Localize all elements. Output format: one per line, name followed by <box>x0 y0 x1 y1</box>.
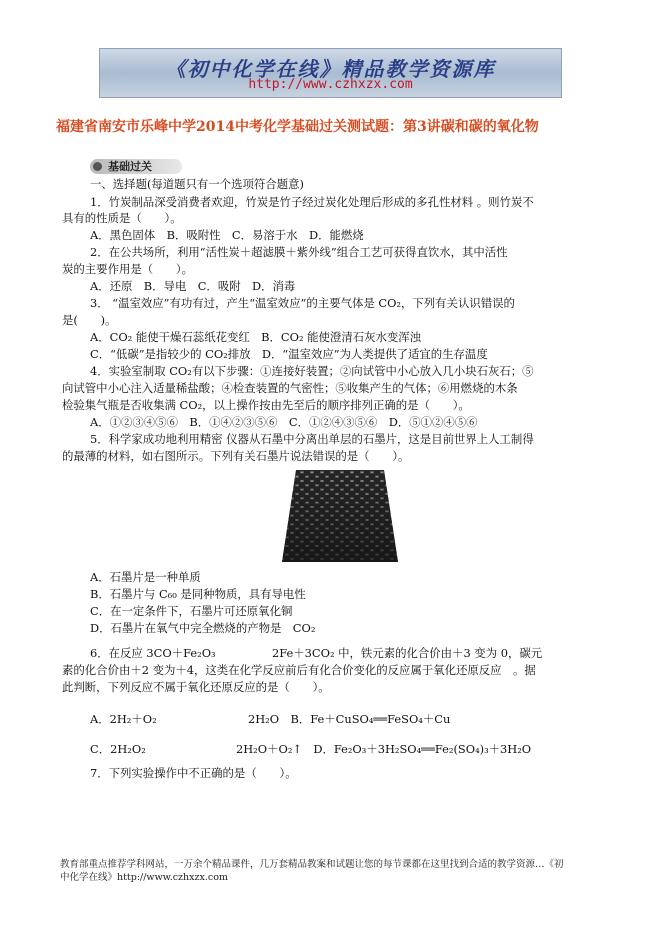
bullet-icon <box>93 162 102 171</box>
question-2-text-cont: 炭的主要作用是（ ）。 <box>62 262 193 276</box>
header-banner <box>99 48 562 98</box>
section-heading: 一、选择题(每道题只有一个选项符合题意) <box>90 177 304 191</box>
question-1-text-cont: 具有的性质是（ ）。 <box>62 211 182 225</box>
question-1-text: 1．竹炭制品深受消费者欢迎，竹炭是竹子经过炭化处理后形成的多孔性材料 。则竹炭不 <box>90 195 534 209</box>
question-2-options: A．还原 B．导电 C．吸附 D．消毒 <box>90 279 296 293</box>
question-4-text-cont2: 检验集气瓶是否收集满 CO₂，以上操作按由先至后的顺序排列正确的是（ ）。 <box>62 398 470 412</box>
question-1-options: A．黑色固体 B．吸附性 C．易溶于水 D．能燃烧 <box>90 228 364 242</box>
question-3-text-cont: 是( )。 <box>62 313 117 327</box>
question-3-options-ab: A．CO₂ 能使干燥石蕊纸花变红 B．CO₂ 能使澄清石灰水变浑浊 <box>90 330 422 344</box>
question-2-text: 2．在公共场所，利用“活性炭＋超滤膜＋紫外线”组合工艺可获得直饮水，其中活性 <box>90 245 508 259</box>
question-5-option-b: B．石墨片与 C₆₀ 是同种物质，具有导电性 <box>90 587 306 601</box>
question-3-options-cd: C．“低碳”是指较少的 CO₂排放 D．“温室效应”为人类提供了适宜的生存温度 <box>90 347 488 361</box>
question-4-text-cont: 向试管中小心注入适量稀盐酸；④检查装置的气密性；⑤收集产生的气体；⑥用燃烧的木条 <box>62 381 518 395</box>
question-6-reactants: 6．在反应 3CO＋Fe₂O₃ <box>90 646 216 660</box>
question-6-text-cont: 素的化合价由＋2 变为＋4，这类在化学反应前后有化合价变化的反应属于氧化还原反应 。据 <box>62 663 536 677</box>
document-title: 福建省南安市乐峰中学2014中考化学基础过关测试题：第3讲碳和碳的氧化物 <box>56 119 539 135</box>
question-6-text-cont2: 此判断，下列反应不属于氧化还原反应的是（ ）。 <box>62 680 330 694</box>
question-5-option-c: C．在一定条件下，石墨片可还原氧化铜 <box>90 604 293 618</box>
question-5-text: 5．科学家成功地利用精密 仪器从石墨中分离出单层的石墨片，这是目前世界上人工制得 <box>90 432 534 446</box>
question-7-text: 7．下列实验操作中不正确的是（ ）。 <box>90 766 297 780</box>
question-6-option-a-product-and-b: 2H₂O B．Fe＋CuSO₄══FeSO₄＋Cu <box>248 712 451 726</box>
question-5-option-d: D．石墨片在氧气中完全燃烧的产物是 CO₂ <box>90 621 316 635</box>
question-6-option-c-products-and-d: 2H₂O＋O₂↑ D．Fe₂O₃＋3H₂SO₄══Fe₂(SO₄)₃＋3H₂O <box>236 742 532 756</box>
question-5-option-a: A．石墨片是一种单质 <box>90 570 201 584</box>
section-badge-label: 基础过关 <box>108 160 152 173</box>
banner-title: 《初中化学在线》精品教学资源库 <box>165 57 496 81</box>
section-badge <box>90 159 182 174</box>
question-6-option-a-reactants: A．2H₂＋O₂ <box>90 712 157 726</box>
question-6-option-c-reactant: C．2H₂O₂ <box>90 742 146 756</box>
question-4-options: A．①②③④⑤⑥ B．①④②③⑤⑥ C．①②④③⑤⑥ D．⑤①②④⑤⑥ <box>90 415 478 429</box>
graphene-sheet-image <box>282 468 398 564</box>
question-3-text: 3． “温室效应”有功有过，产生“温室效应”的主要气体是 CO₂，下列有关认识错误的 <box>90 296 515 310</box>
question-4-text: 4．实验室制取 CO₂有以下步骤：①连接好装置；②向试管中小心放入几小块石灰石；⑤ <box>90 364 534 378</box>
question-6-products: 2Fe＋3CO₂ 中，铁元素的化合价由＋3 变为 0，碳元 <box>272 646 543 660</box>
banner-url[interactable]: http://www.czhxzx.com <box>248 77 413 92</box>
footer-line-1: 教育部重点推荐学科网站，一万余个精品课件，几万套精品教案和试题让您的每节课都在这里找到合适的教学资源…《初 <box>60 859 564 870</box>
question-5-text-cont: 的最薄的材料，如右图所示。下列有关石墨片说法错误的是（ ）。 <box>62 449 410 463</box>
footer-line-2[interactable]: 中化学在线》http://www.czhxzx.com <box>60 872 228 883</box>
